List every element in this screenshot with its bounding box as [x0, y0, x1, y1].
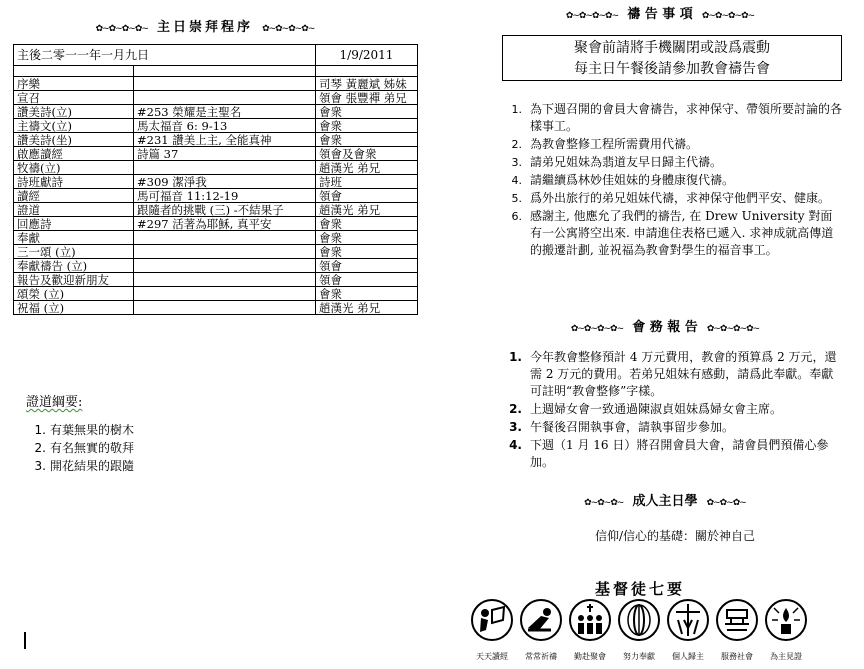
program-item-text: 讚美詩(立): [17, 104, 72, 119]
program-content: [134, 259, 316, 273]
list-item-num: 2.: [509, 402, 522, 416]
ornament-right: ✿~✿~✿~: [706, 498, 746, 508]
ornament-left: ✿~✿~✿~✿~: [95, 24, 148, 34]
ornament-left: ✿~✿~✿~✿~: [565, 11, 619, 21]
essential-label: 個人歸主: [672, 652, 704, 661]
list-item: [508, 401, 842, 418]
prayer-list: [508, 101, 842, 260]
program-item: [14, 245, 134, 259]
outline-item: [28, 421, 134, 439]
list-item-num: 2.: [511, 138, 522, 151]
program-person-text: 領會及會衆: [319, 146, 377, 161]
list-item-num: 4.: [509, 438, 522, 452]
program-content-text: #231 讚美上主, 全能真神: [137, 132, 272, 147]
program-person-text: 領會: [319, 188, 342, 203]
program-item-text: 祝福 (立): [17, 300, 65, 315]
program-person-text: 詩班: [319, 174, 342, 189]
prayer-heading-text: 禱 告 事 項: [627, 7, 693, 22]
program-date-right: 1/9/2011: [316, 45, 418, 66]
list-item-text: 午餐後召開執事會，請執事留步參加。: [530, 420, 735, 434]
outline-item-text: 有名無實的敬拜: [50, 441, 135, 455]
program-row: [14, 273, 418, 287]
evangelism-icon: [666, 598, 710, 642]
program-item-text: 主禱文(立): [17, 118, 72, 133]
program-person: [316, 105, 418, 119]
list-item-text: 為下週召開的會員大會禱告，求神保守、帶領所要討論的各樣事工。: [530, 102, 843, 133]
program-person-text: 領會: [319, 258, 342, 273]
adult-school-topic: 信仰/信心的基礎：關於神自己: [594, 529, 756, 543]
program-person-text: 趙漢光 弟兄: [319, 300, 381, 315]
program-person: [316, 259, 418, 273]
program-content: [134, 287, 316, 301]
adult-school-heading: [540, 490, 790, 509]
program-content: [134, 231, 316, 245]
program-item-text: 宣召: [17, 90, 40, 105]
adult-school-heading-text: 成人主日學: [632, 494, 698, 509]
program-item: [14, 119, 134, 133]
prayer-heading: [500, 3, 820, 22]
list-item: [508, 101, 842, 135]
program-table: [13, 44, 418, 315]
program-person-text: 司琴 黃麗斌 姊妹: [319, 76, 407, 91]
program-row: [14, 91, 418, 105]
outline-item-text: 開花結果的跟隨: [50, 459, 135, 473]
program-content-text: 馬太福音 6: 9-13: [137, 118, 228, 133]
program-item-text: 報告及歡迎新朋友: [17, 272, 109, 287]
ornament-left: ✿~✿~✿~: [584, 498, 624, 508]
program-person: [316, 217, 418, 231]
program-person: [316, 287, 418, 301]
outline-item-num: 2.: [34, 441, 46, 455]
notice-box: [502, 35, 842, 81]
list-item-text: 感謝主, 他應允了我們的禱告, 在 Drew University 對面有一公寓將空出來. 申請進住表格已遞入. 求神成就高傳道的搬遷計劃, 並祝福為教會對學生的福音事工。: [530, 209, 834, 257]
list-item-num: 3.: [511, 156, 522, 169]
program-person: [316, 175, 418, 189]
program-row: [14, 287, 418, 301]
program-item-text: 證道: [17, 202, 40, 217]
offering-icon: [617, 598, 661, 642]
essential-label: 勤赴聚會: [574, 652, 606, 661]
program-item: [14, 175, 134, 189]
program-person-text: 會衆: [319, 132, 342, 147]
program-item-text: 牧禱(立): [17, 160, 61, 175]
program-content: [134, 301, 316, 315]
notice-line-2: 每主日午餐後請參加教會禱告會: [574, 61, 770, 77]
program-person-text: 趙漢光 弟兄: [319, 160, 381, 175]
spacer-cell: [14, 66, 134, 77]
program-content: [134, 189, 316, 203]
program-heading: [60, 16, 350, 35]
spacer-cell: [316, 66, 418, 77]
program-content: [134, 91, 316, 105]
program-item-text: 序樂: [17, 76, 40, 91]
program-content: [134, 245, 316, 259]
program-person-text: 趙漢光 弟兄: [319, 202, 381, 217]
essential-label: 常常祈禱: [525, 652, 557, 661]
outline-item: [28, 439, 134, 457]
program-person: [316, 301, 418, 315]
program-person: [316, 189, 418, 203]
program-person: [316, 245, 418, 259]
program-content: [134, 175, 316, 189]
essential-label: 服務社會: [721, 652, 753, 661]
essential-label: 為主見證: [770, 652, 802, 661]
program-content: [134, 203, 316, 217]
program-person-text: 會衆: [319, 230, 342, 245]
list-item-num: 4.: [511, 174, 522, 187]
program-row: [14, 217, 418, 231]
program-row: [14, 119, 418, 133]
program-person: [316, 161, 418, 175]
program-person: [316, 147, 418, 161]
sermon-outline-list: [28, 421, 134, 475]
witness-icon: [764, 598, 808, 642]
program-item: [14, 217, 134, 231]
program-item: [14, 161, 134, 175]
list-item: [508, 136, 842, 153]
program-content-text: #253 榮耀是主聖名: [137, 104, 242, 119]
list-item-num: 1.: [509, 350, 522, 364]
program-content: [134, 217, 316, 231]
program-row: [14, 231, 418, 245]
program-item-text: 讀經: [17, 188, 40, 203]
list-item: [508, 208, 842, 259]
program-spacer-row: [14, 66, 418, 77]
ornament-left: ✿~✿~✿~✿~: [570, 324, 624, 334]
program-item-text: 回應詩: [17, 216, 52, 231]
list-item-text: 請弟兄姐妹為翡道友早日歸主代禱。: [530, 155, 723, 169]
list-item-text: 上週婦女會一致通過陳淑貞姐妹爲婦女會主席。: [530, 402, 783, 416]
program-item: [14, 133, 134, 147]
affairs-heading: [520, 316, 810, 335]
program-row: [14, 133, 418, 147]
program-content: [134, 133, 316, 147]
program-item: [14, 77, 134, 91]
program-row: [14, 161, 418, 175]
sermon-outline-title-text: 證道綱要:: [26, 395, 83, 410]
list-item-text: 爲外出旅行的弟兄姐妹代禱，求神保守他們平安、健康。: [530, 191, 831, 205]
program-person-text: 會衆: [319, 118, 342, 133]
program-person: [316, 231, 418, 245]
program-content-text: 詩篇 37: [137, 146, 179, 161]
program-date-left: 主後二零一一年一月九日: [14, 45, 316, 66]
program-item: [14, 259, 134, 273]
ornament-right: ✿~✿~✿~✿~: [706, 324, 760, 334]
program-body: [14, 45, 418, 315]
affairs-heading-text: 會 務 報 告: [632, 320, 698, 335]
program-row: [14, 189, 418, 203]
list-item-num: 5.: [511, 192, 522, 205]
program-item-text: 奉獻: [17, 230, 40, 245]
program-content: [134, 77, 316, 91]
program-person-text: 領會: [319, 272, 342, 287]
list-item-num: 3.: [509, 420, 522, 434]
list-item: [508, 172, 842, 189]
outline-item: [28, 457, 134, 475]
outline-item-num: 3.: [34, 459, 46, 473]
affairs-list: [508, 349, 842, 472]
notice-line-1: 聚會前請將手機關閉或設爲震動: [574, 40, 770, 56]
program-content: [134, 105, 316, 119]
church-attendance-icon: [568, 598, 612, 642]
list-item: [508, 437, 842, 471]
program-item: [14, 273, 134, 287]
program-row: [14, 147, 418, 161]
ornament-right: ✿~✿~✿~✿~: [701, 11, 755, 21]
program-item: [14, 91, 134, 105]
community-service-icon: [715, 598, 759, 642]
program-content: [134, 161, 316, 175]
program-person: [316, 77, 418, 91]
list-item: [508, 190, 842, 207]
ornament-right: ✿~✿~✿~✿~: [262, 24, 315, 34]
program-person: [316, 133, 418, 147]
program-person: [316, 203, 418, 217]
program-item-text: 奉獻禱告 (立): [17, 258, 88, 273]
list-item: [508, 419, 842, 436]
program-person: [316, 119, 418, 133]
program-item-text: 頌榮 (立): [17, 286, 65, 301]
program-row: [14, 77, 418, 91]
program-item: [14, 231, 134, 245]
program-item: [14, 203, 134, 217]
text-cursor: [24, 632, 26, 649]
prayer-icon: [519, 598, 563, 642]
program-row: [14, 203, 418, 217]
program-content: [134, 119, 316, 133]
program-row: [14, 301, 418, 315]
program-content-text: 馬可福音 11:12-19: [137, 188, 239, 203]
program-heading-text: 主日崇拜程序: [156, 20, 253, 35]
program-content-text: #297 活著為耶穌, 真平安: [137, 216, 272, 231]
program-person-text: 會衆: [319, 216, 342, 231]
seven-essentials-title: 基督徒七要: [594, 580, 685, 598]
outline-item-text: 有葉無果的樹木: [50, 423, 135, 437]
sermon-outline-title: [26, 391, 82, 410]
essential-label: 天天讀經: [476, 652, 508, 661]
spacer-cell: [134, 66, 316, 77]
list-item-text: 下週（1 月 16 日）將召開會員大會，請會員們預備心參加。: [530, 438, 829, 469]
list-item: [508, 154, 842, 171]
program-person-text: 領會 張豐禪 弟兄: [319, 90, 407, 105]
program-date-row: [14, 45, 418, 66]
seven-essentials-icons: [470, 598, 812, 648]
list-item-num: 1.: [511, 103, 522, 116]
list-item-text: 請繼續爲林妙佳姐妹的身體康復代禱。: [530, 173, 735, 187]
program-item-text: 啟應讀經: [17, 146, 63, 161]
list-item: [508, 349, 842, 400]
program-item: [14, 301, 134, 315]
program-content: [134, 147, 316, 161]
program-item: [14, 287, 134, 301]
essential-label: 努力奉獻: [623, 652, 655, 661]
program-person: [316, 91, 418, 105]
program-row: [14, 259, 418, 273]
program-person: [316, 273, 418, 287]
program-content-text: 跟隨者的挑戰 (三) -不結果子: [137, 202, 284, 217]
list-item-text: 為教會整修工程所需費用代禱。: [530, 137, 699, 151]
program-item: [14, 147, 134, 161]
program-item-text: 三一頌 (立): [17, 244, 76, 259]
program-person-text: 會衆: [319, 104, 342, 119]
program-row: [14, 245, 418, 259]
outline-item-num: 1.: [34, 423, 46, 437]
list-item-num: 6.: [511, 210, 522, 223]
program-row: [14, 105, 418, 119]
program-item-text: 詩班獻詩: [17, 174, 63, 189]
program-person-text: 會衆: [319, 286, 342, 301]
program-item: [14, 105, 134, 119]
bible-reading-icon: [470, 598, 514, 642]
program-item-text: 讚美詩(坐): [17, 132, 72, 147]
program-content-text: #309 潔淨我: [137, 174, 207, 189]
program-item: [14, 189, 134, 203]
program-content: [134, 273, 316, 287]
list-item-text: 今年教會整修預計 4 万元費用，教會的預算爲 2 万元，還需 2 万元的費用。若弟兄姐妹有感動，請爲此奉獻。奉獻可註明“教會整修”字樣。: [530, 350, 837, 398]
program-person-text: 會衆: [319, 244, 342, 259]
program-row: [14, 175, 418, 189]
